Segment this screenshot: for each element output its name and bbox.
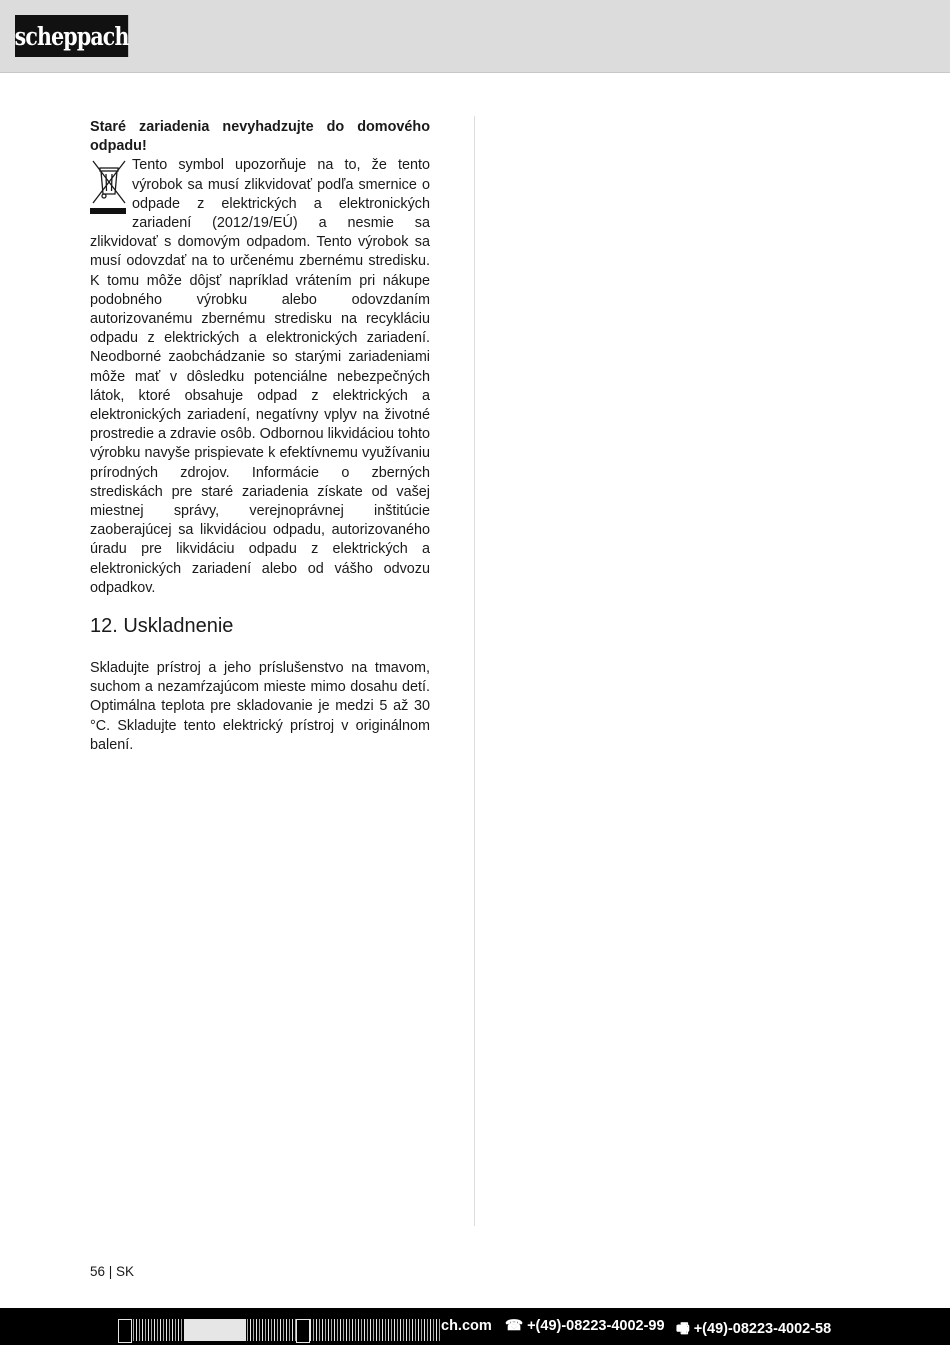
- scheppach-logo: scheppach: [15, 15, 128, 57]
- page-number: 56 | SK: [90, 1264, 135, 1279]
- telephone-icon: ☎: [505, 1318, 528, 1334]
- column-divider: [474, 116, 475, 1226]
- footer-phone-number: +(49)-08223-4002-99: [527, 1318, 665, 1334]
- disposal-paragraph: Tento symbol upozorňuje na to, že tento výrobok sa musí zlikvidovať podľa smernice o odpade z elektrických a elektronických zariadení (2012/19/EÚ) a nesmie sa zlikvidovať s domovým odpadom. Tento výrobok sa musí odovzdať na to určenému zbernému stredisku. K tomu môže dôjsť napríklad vrátením pri nákupe podobného výrobku alebo odovzdaním autorizovanému zbernému stredisku na recykláciu odpadu z elektrických a elektronických zariadení. Neodborné zaobchádzanie so starými zariadeniami môže mať v dôsledku potenciálne nebezpečných látok, ktoré obsahuje odpad z elektrických a elektronických zariadení, negatívny vplyv na životné prostredie a zdravie osôb. Odbornou likvidáciou tohto výrobku navyše prispievate k efektívnemu využívaniu prírodných zdrojov. Informácie o zberných strediskách pre staré zariadenia získate od vašej miestnej správy, verejnoprávnej inštitúcie zaoberajúcej sa likvidáciou odpadu, autorizovaného úradu pre likvidáciu odpadu z elektrických a elektronických zariadení alebo od vášho odvozu odpadkov.: [90, 157, 430, 596]
- footer-obscured-text: [118, 1319, 440, 1341]
- fax-icon: 🖷: [676, 1321, 694, 1337]
- footer-fax-number: +(49)-08223-4002-58: [693, 1321, 832, 1337]
- footer-fax: [676, 1318, 831, 1343]
- storage-paragraph: Skladujte prístroj a jeho príslušenstvo na tmavom, suchom a nezamŕzajúcom mieste mimo dosahu detí. Optimálna teplota pre skladovanie je medzi 5 až 30 °C. Skladujte tento elektrický prístroj v originálnom balení.: [90, 660, 430, 753]
- left-column: [90, 118, 430, 755]
- page-header: [0, 0, 950, 73]
- footer-website: ch.com: [441, 1318, 492, 1334]
- section-heading: 12. Uskladnenie: [90, 615, 234, 638]
- disposal-warning-title: Staré zariadenia nevyhadzujte do domového odpadu!: [90, 119, 430, 155]
- footer-phone: [505, 1318, 665, 1334]
- page-footer: [0, 1308, 950, 1345]
- crossed-out-wheelie-bin-icon: [90, 158, 128, 216]
